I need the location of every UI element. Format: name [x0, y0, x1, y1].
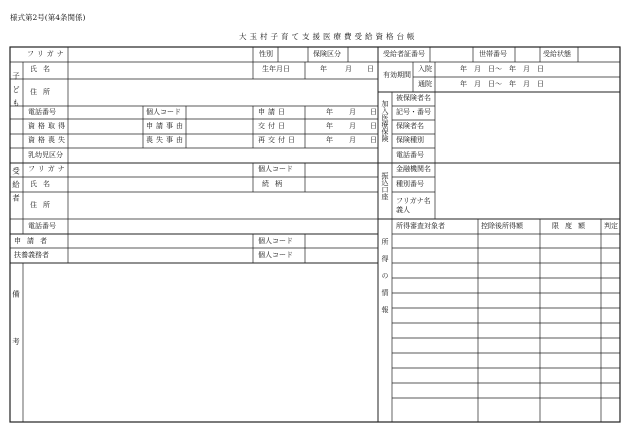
issue-day-unit: 日 [370, 122, 377, 130]
recipient-address-label: 住所 [30, 201, 56, 209]
income-header-limit: 限度額 [552, 222, 591, 230]
recipient-phone-label: 電話番号 [28, 222, 56, 230]
child-personal-code-label: 個人コード [146, 108, 181, 116]
inpatient-label: 入院 [418, 65, 432, 73]
child-section-label: 子ども [11, 72, 21, 113]
issue-date-label: 交付日 [258, 122, 288, 130]
validity-period-label: 有効期間 [383, 71, 411, 79]
issue-year-unit: 年 [326, 122, 333, 130]
child-address-label: 住所 [30, 88, 56, 96]
apply-year-unit: 年 [326, 108, 333, 116]
household-number-label: 世帯番号 [479, 50, 507, 58]
recipient-name-label: 氏名 [30, 180, 56, 188]
child-name-label: 氏名 [30, 65, 56, 73]
guardian-label: 扶養義務者 [14, 251, 49, 259]
account-holder-label: フリガナ名義人 [396, 197, 431, 215]
outpatient-label: 通院 [418, 80, 432, 88]
inpatient-range: 年 月 日～ 年 月 日 [460, 65, 544, 73]
form-title: 大玉村子育て支援医療費受給資格台帳 [239, 32, 418, 41]
lose-reason-label: 喪失事由 [146, 136, 186, 144]
status-label: 受給状態 [543, 50, 571, 58]
lose-label: 資格喪失 [28, 136, 68, 144]
form-number: 様式第2号(第4条関係) [10, 13, 86, 22]
insurer-name-label: 保険者名 [396, 122, 424, 130]
account-type-label: 種別番号 [396, 180, 424, 188]
outpatient-range: 年 月 日～ 年 月 日 [460, 80, 544, 88]
recipient-furigana-label: フリガナ [28, 165, 68, 173]
applicant-label: 申請者 [14, 237, 53, 245]
relationship-label: 続柄 [262, 180, 288, 188]
insurance-phone-label: 電話番号 [396, 151, 424, 159]
income-header-judgment: 判定 [604, 222, 618, 230]
apply-day-unit: 日 [370, 108, 377, 116]
infant-class-label: 乳幼児区分 [28, 151, 63, 159]
cert-number-label: 受給者証番号 [383, 50, 425, 58]
child-phone-label: 電話番号 [28, 108, 56, 116]
child-furigana-label: フリガナ [27, 50, 67, 58]
bank-section-label: 振込口座 [381, 172, 389, 200]
issue-month-unit: 月 [349, 122, 356, 130]
reissue-month-unit: 月 [349, 136, 356, 144]
birth-day-unit: 日 [367, 65, 374, 73]
insurance-type-label: 保険種別 [396, 136, 424, 144]
birth-month-unit: 月 [345, 65, 352, 73]
insurance-class-label: 保険区分 [313, 50, 341, 58]
insurance-section-label: 加入医療保険 [381, 100, 389, 142]
guardian-personal-code-label: 個人コード [258, 251, 293, 259]
income-header-subject: 所得審査対象者 [396, 222, 445, 230]
applicant-personal-code-label: 個人コード [258, 237, 293, 245]
recipient-personal-code-label: 個人コード [258, 165, 293, 173]
insured-name-label: 被保険者名 [396, 94, 431, 102]
bank-name-label: 金融機関名 [396, 165, 431, 173]
gender-label: 性別 [259, 50, 273, 58]
birthdate-label: 生年月日 [262, 65, 290, 73]
birth-year-unit: 年 [320, 65, 327, 73]
reissue-date-label: 再交付日 [258, 136, 298, 144]
apply-month-unit: 月 [349, 108, 356, 116]
reissue-day-unit: 日 [370, 136, 377, 144]
income-header-amount: 控除後所得額 [481, 222, 523, 230]
acquire-reason-label: 申請事由 [146, 122, 186, 130]
symbol-number-label: 記号・番号 [396, 108, 431, 116]
acquire-label: 資格取得 [28, 122, 68, 130]
remarks-section-label: 備考 [11, 290, 21, 385]
income-section-label: 所得の情報 [381, 238, 389, 323]
apply-date-label: 申請日 [258, 108, 288, 116]
recipient-section-label: 受給者 [11, 167, 21, 208]
reissue-year-unit: 年 [326, 136, 333, 144]
